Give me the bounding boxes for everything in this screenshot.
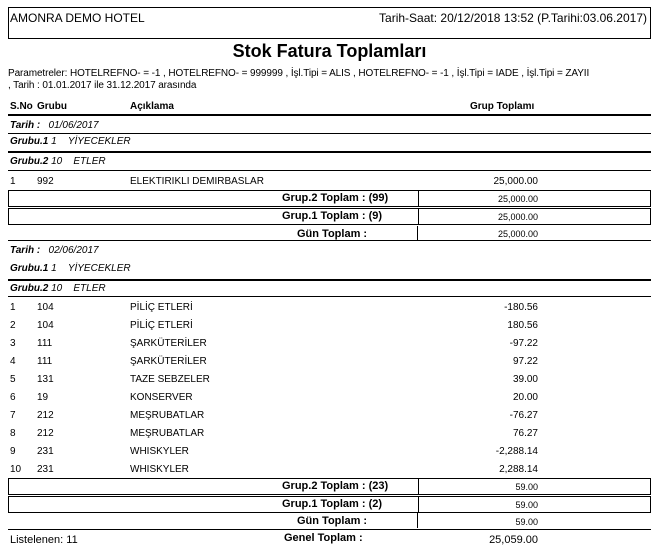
- row-no: 7: [10, 410, 16, 421]
- row-description: ŞARKÜTERİLER: [130, 338, 207, 349]
- row-group: 111: [37, 356, 53, 367]
- row-no: 6: [10, 392, 16, 403]
- row-amount: 76.27: [512, 428, 538, 439]
- row-no: 1: [10, 302, 16, 313]
- section-rule: [8, 240, 651, 241]
- group-2-heading: Grubu.2 10 ETLER: [10, 156, 106, 167]
- group-1-total-value: 59.00: [515, 500, 538, 510]
- day-date: Tarih : 02/06/2017: [10, 245, 99, 256]
- report-parameters: [8, 68, 589, 92]
- day-total-label: Gün Toplam :: [297, 228, 368, 240]
- section-rule: [8, 529, 651, 530]
- row-description: MEŞRUBATLAR: [130, 428, 205, 439]
- section-rule: [8, 170, 651, 171]
- column-header-aciklama: Açıklama: [130, 101, 174, 112]
- row-description: KONSERVER: [130, 392, 193, 403]
- row-description: TAZE SEBZELER: [130, 374, 210, 385]
- report-title: Stok Fatura Toplamları: [232, 41, 427, 61]
- row-amount: 180.56: [507, 320, 538, 331]
- row-description: MEŞRUBATLAR: [130, 410, 205, 421]
- group-1-total-label: Grup.1 Toplam : (9): [282, 210, 383, 222]
- group-1-heading: Grubu.1 1 YİYECEKLER: [10, 136, 131, 147]
- row-description: WHISKYLER: [130, 446, 189, 457]
- row-no: 4: [10, 356, 16, 367]
- section-rule: [8, 151, 651, 153]
- row-no: 9: [10, 446, 16, 457]
- row-group: 231: [37, 464, 54, 475]
- group-2-total-label: Grup.2 Toplam : (23): [282, 480, 389, 492]
- row-amount: -97.22: [509, 338, 538, 349]
- group-2-total-value: 25,000.00: [497, 194, 538, 204]
- day-total-value: 25,000.00: [497, 229, 538, 239]
- column-header-sno: S.No: [10, 101, 33, 112]
- row-amount: -76.27: [509, 410, 538, 421]
- row-group: 992: [37, 176, 54, 187]
- parameters-line-1: Parametreler: HOTELREFNO- = -1 , HOTELREFNO- = 999999 , İşl.Tipi = ALIS , HOTELREFNO- = -1 , İşl.Tipi = IADE , İşl.Tipi = ZAYII: [8, 68, 590, 79]
- group-1-total-label: Grup.1 Toplam : (2): [282, 498, 383, 510]
- hotel-name: AMONRA DEMO HOTEL: [10, 11, 145, 25]
- column-header-grup-toplami: Grup Toplamı: [470, 101, 535, 112]
- row-amount: 2,288.14: [499, 464, 538, 475]
- row-group: 212: [37, 410, 54, 421]
- row-amount: 39.00: [512, 374, 538, 385]
- section-rule: [8, 296, 651, 297]
- row-group: 19: [37, 392, 49, 403]
- row-no: 3: [10, 338, 16, 349]
- row-group: 131: [37, 374, 54, 385]
- group-1-heading: Grubu.1 1 YİYECEKLER: [10, 263, 131, 274]
- section-rule: [8, 133, 651, 134]
- day-total-label: Gün Toplam :: [297, 515, 368, 527]
- group-2-total-value: 59.00: [515, 482, 538, 492]
- row-amount: 20.00: [512, 392, 538, 403]
- row-amount: -2,288.14: [495, 446, 538, 457]
- grand-total-label: Genel Toplam :: [284, 532, 363, 544]
- row-no: 5: [10, 374, 16, 385]
- row-description: PİLİÇ ETLERİ: [130, 302, 193, 313]
- day-total-value: 59.00: [515, 517, 538, 527]
- listed-count: Listelenen: 11: [10, 534, 78, 546]
- row-group: 111: [37, 338, 53, 349]
- grand-total-value: 25,059.00: [489, 534, 538, 546]
- section-rule: [8, 279, 651, 281]
- row-group: 231: [37, 446, 54, 457]
- day-date: Tarih : 01/06/2017: [10, 120, 99, 131]
- row-description: ELEKTIRIKLI DEMIRBASLAR: [130, 176, 264, 187]
- group-2-heading: Grubu.2 10 ETLER: [10, 283, 106, 294]
- row-description: WHISKYLER: [130, 464, 189, 475]
- report-datetime: Tarih-Saat: 20/12/2018 13:52 (P.Tarihi:03.06.2017): [379, 11, 647, 25]
- row-amount: 97.22: [512, 356, 538, 367]
- row-description: ŞARKÜTERİLER: [130, 356, 207, 367]
- row-description: PİLİÇ ETLERİ: [130, 320, 193, 331]
- row-no: 8: [10, 428, 16, 439]
- row-no: 1: [10, 176, 16, 187]
- parameters-line-2: , Tarih : 01.01.2017 ile 31.12.2017 arasında: [8, 80, 197, 91]
- row-group: 212: [37, 428, 54, 439]
- row-no: 2: [10, 320, 16, 331]
- row-no: 10: [10, 464, 22, 475]
- row-amount: 25,000.00: [493, 176, 538, 187]
- row-group: 104: [37, 302, 54, 313]
- column-header-grubu: Grubu: [37, 101, 67, 112]
- group-1-total-value: 25,000.00: [497, 212, 538, 222]
- group-2-total-label: Grup.2 Toplam : (99): [282, 192, 389, 204]
- header-rule: [8, 114, 651, 116]
- row-amount: -180.56: [504, 302, 538, 313]
- row-group: 104: [37, 320, 54, 331]
